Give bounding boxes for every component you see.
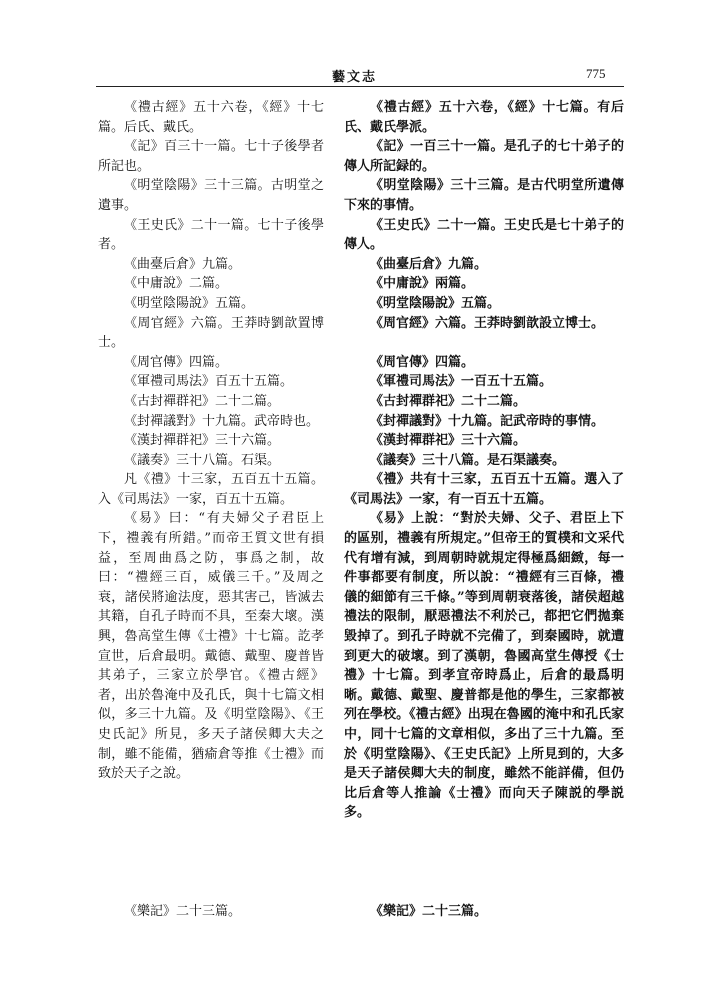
tr-han-feng-shan: 《漢封禪群祀》三十六篇。 bbox=[370, 433, 527, 449]
tr-zhou-guan-zhuan: 《周官傳》四篇。 bbox=[370, 354, 475, 370]
tr-ming-tang-yin-yang-shuo: 《明堂陰陽說》五篇。 bbox=[370, 295, 501, 311]
entry-ming-tang-yin-yang-shuo: 《明堂陰陽說》五篇。 bbox=[124, 295, 255, 311]
tr-zhou-guan-jing: 《周官經》六篇。王莽時劉歆設立博士。 bbox=[370, 315, 605, 331]
entry-wang-shi-shi: 《王史氏》二十一篇。七十子後學者。 bbox=[98, 217, 324, 253]
commentary-yi: 《易》曰：“有夫婦父子君臣上下，禮義有所錯。”而帝王質文世有損益，至周曲爲之防，事爲之制，故曰：“禮經三百，威儀三千。”及周之衰，諸侯將逾法度，惡其害己，皆滅去其籍，自孔子時而不具，至秦大壞。漢興，魯高堂生傳《士禮》十七篇。訖孝宣世，后倉最明。戴德、戴聖、慶普皆其弟子，三家立於學官。《禮古經》者，出於魯淹中及孔氏，與十七篇文相似，多三十九篇。及《明堂陰陽》、《王史氏記》所見，多天子諸侯卿大夫之制，雖不能備，猶瘉倉等推《士禮》而致於天子之說。 bbox=[98, 511, 324, 782]
tr-gu-feng-shan: 《古封禪群祀》二十二篇。 bbox=[370, 393, 527, 409]
entry-zhou-guan-zhuan: 《周官傳》四篇。 bbox=[124, 354, 229, 370]
entry-ming-tang-yin-yang: 《明堂陰陽》三十三篇。古明堂之遺事。 bbox=[98, 178, 324, 213]
entry-han-feng-shan: 《漢封禪群祀》三十六篇。 bbox=[124, 433, 281, 449]
entry-yi-zou: 《議奏》三十八篇。石渠。 bbox=[124, 452, 281, 468]
page-number: 775 bbox=[586, 66, 606, 81]
running-title: 藝文志 bbox=[332, 70, 378, 85]
entry-gu-feng-shan: 《古封禪群祀》二十二篇。 bbox=[124, 393, 281, 409]
tr-jun-li-si-ma-fa: 《軍禮司馬法》一百五十五篇。 bbox=[370, 374, 553, 390]
entry-li-gu-jing: 《禮古經》五十六卷，《經》十七篇。后氏、戴氏。 bbox=[98, 100, 324, 135]
entry-yue-ji: 《樂記》二十三篇。 bbox=[124, 904, 242, 919]
tr-qu-tai-hou-cang: 《曲臺后倉》九篇。 bbox=[370, 256, 488, 272]
tr-summary-li: 《禮》共有十三家，五百五十五篇。選入了《司馬法》一家，有一百五十五篇。 bbox=[344, 472, 624, 507]
header-rule bbox=[96, 86, 624, 87]
tr-yi-zou: 《議奏》三十八篇。是石渠議奏。 bbox=[370, 452, 566, 468]
tr-ming-tang-yin-yang: 《明堂陰陽》三十三篇。是古代明堂所遺傳下來的事情。 bbox=[344, 178, 624, 213]
entry-ji: 《記》百三十一篇。七十子後學者所記也。 bbox=[98, 139, 324, 174]
tr-commentary-yi: 《易》上說：“對於夫婦、父子、君臣上下的區别，禮義有所規定。”但帝王的質樸和文采代代有增有減，到周朝時就規定得極爲細緻，每一件事都要有制度，所以說：“禮經有三百條，禮儀的細節有三千條。”等到周朝衰落後，諸侯超越禮法的限制，厭惡禮法不利於己，都把它們拋棄毀掉了。到孔子時就不完備了，到秦國時，就遭到更大的破壞。到了漢朝，魯國高堂生傳授《士禮》十七篇。到孝宣帝時爲止，后倉的最爲明晰。戴德、戴聖、慶普都是他的學生，三家都被列在學校。《禮古經》出現在魯國的淹中和孔氏家中，同十七篇的文章相似，多出了三十九篇。至於《明堂陰陽》、《王史氏記》上所見到的，大多是天子諸侯卿大夫的制度，雖然不能詳備，但仍比后倉等人推論《士禮》而向天子陳説的學説多。 bbox=[344, 511, 624, 821]
page-header bbox=[0, 66, 716, 86]
classical-text-column bbox=[98, 98, 324, 784]
tr-yue-ji: 《樂記》二十三篇。 bbox=[370, 904, 488, 919]
entry-feng-shan-yi-dui: 《封禪議對》十九篇。武帝時也。 bbox=[124, 413, 320, 429]
summary-li: 凡《禮》十三家，五百五十五篇。入《司馬法》一家，百五十五篇。 bbox=[98, 472, 324, 507]
translation-column bbox=[344, 98, 624, 823]
tr-li-gu-jing: 《禮古經》五十六卷，《經》十七篇。有后氏、戴氏學派。 bbox=[344, 100, 624, 135]
entry-zhou-guan-jing: 《周官經》六篇。王莽時劉歆置博士。 bbox=[98, 315, 324, 351]
tr-wang-shi-shi: 《王史氏》二十一篇。王史氏是七十弟子的傳人。 bbox=[344, 217, 624, 253]
entry-zhong-yong-shuo: 《中庸說》二篇。 bbox=[124, 276, 229, 292]
tr-ji: 《記》一百三十一篇。是孔子的七十弟子的傳人所記録的。 bbox=[344, 139, 624, 174]
entry-jun-li-si-ma-fa: 《軍禮司馬法》百五十五篇。 bbox=[124, 374, 294, 390]
tr-zhong-yong-shuo: 《中庸說》兩篇。 bbox=[370, 276, 475, 292]
tr-feng-shan-yi-dui: 《封禪議對》十九篇。記武帝時的事情。 bbox=[370, 413, 605, 429]
entry-qu-tai-hou-cang: 《曲臺后倉》九篇。 bbox=[124, 256, 242, 272]
